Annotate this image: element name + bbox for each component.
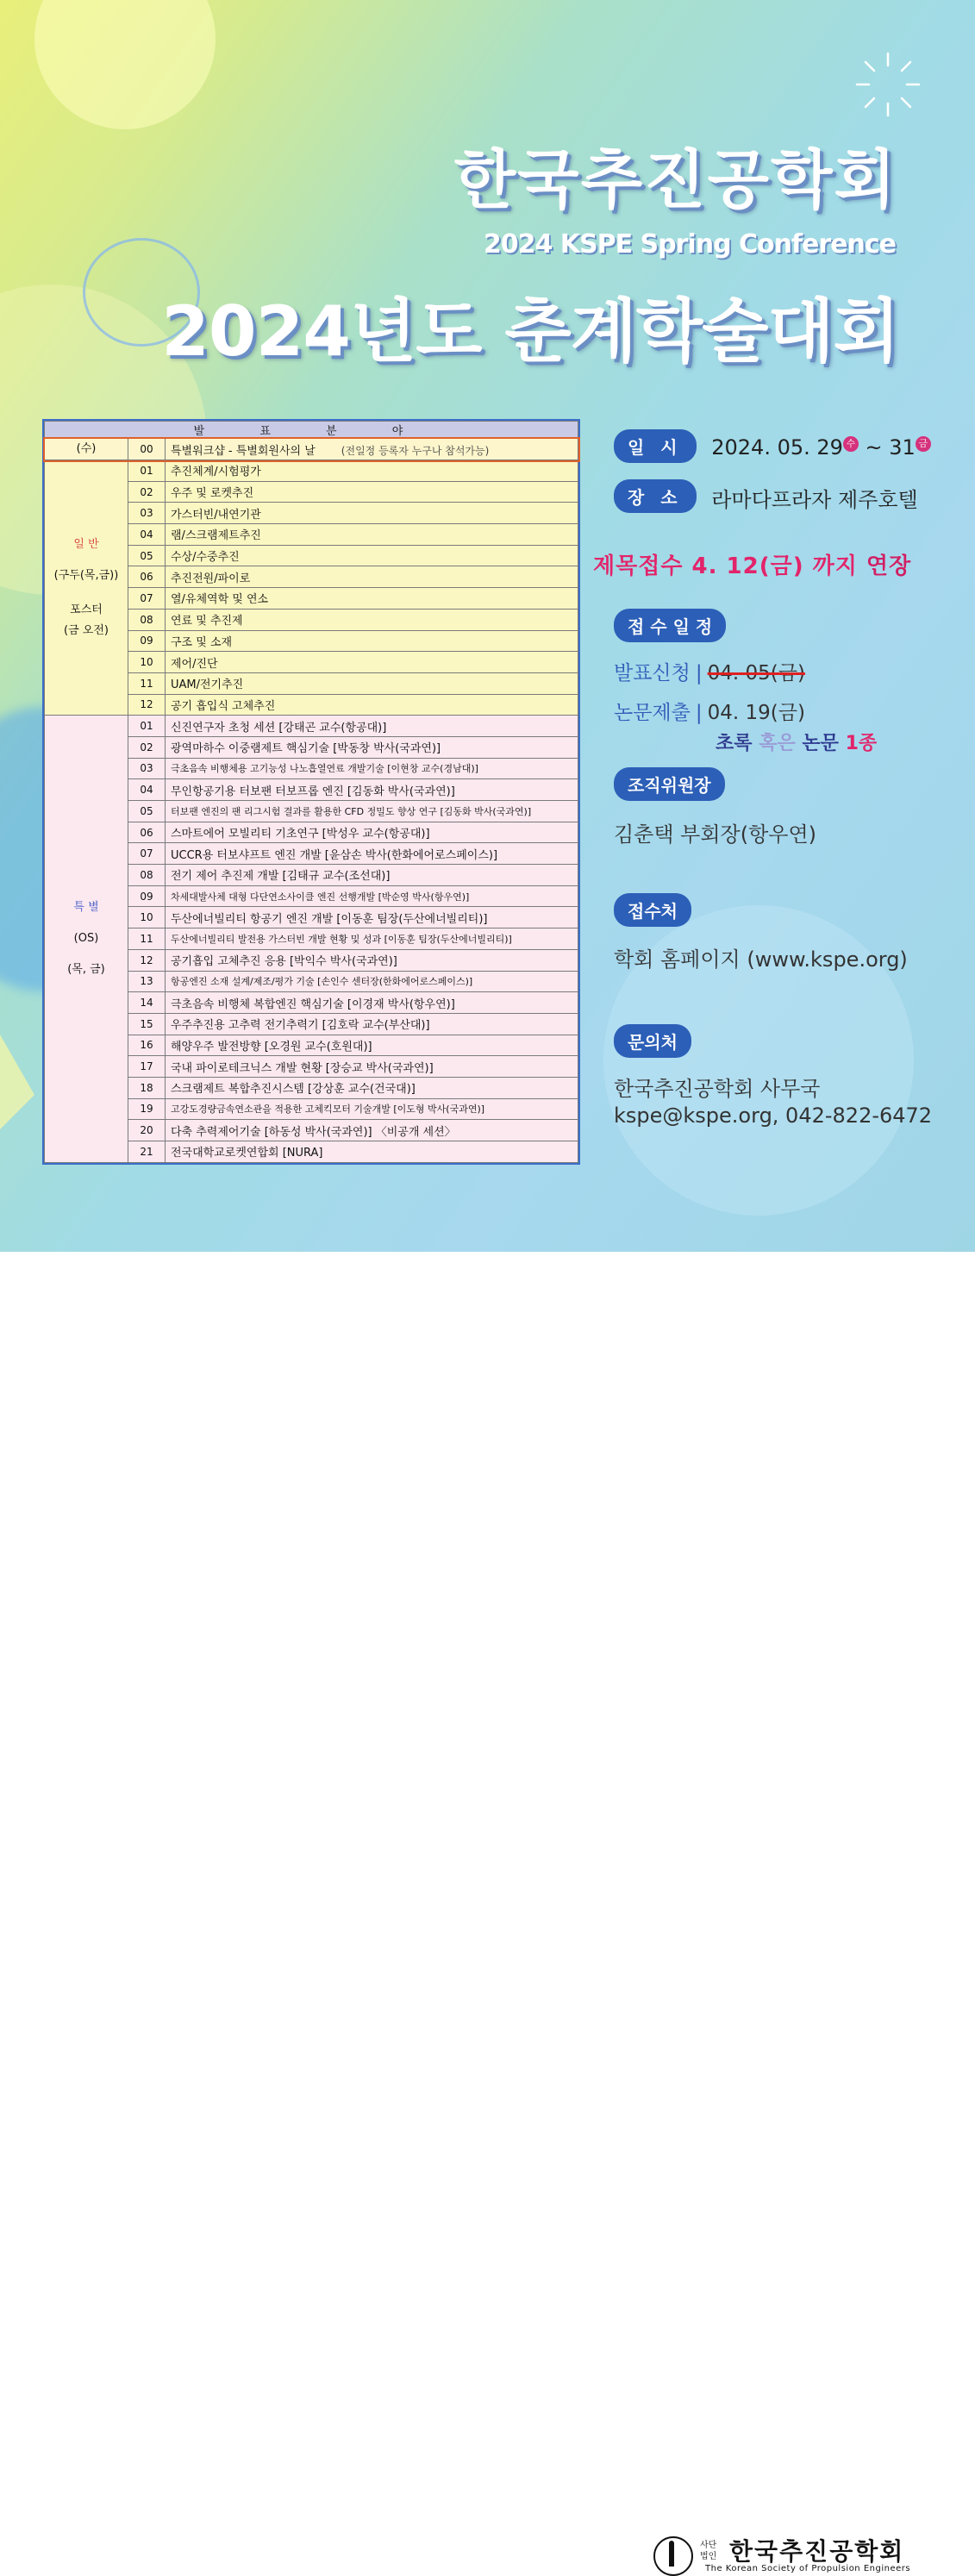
session-number: 03	[128, 503, 166, 524]
session-number: 10	[128, 652, 166, 673]
date-row	[614, 429, 931, 463]
session-title: 제어/진단	[166, 652, 578, 673]
session-number: 08	[128, 609, 166, 630]
schedule-label: 접 수 일 정	[614, 609, 726, 642]
session-number: 08	[128, 865, 166, 886]
session-number: 15	[128, 1013, 166, 1035]
session-number: 04	[128, 524, 166, 546]
weekday-badge: 수	[843, 436, 859, 452]
session-title: 가스터빈/내연기관	[166, 503, 578, 524]
receive-label: 접수처	[614, 893, 691, 927]
session-title: 연료 및 추진제	[166, 609, 578, 630]
session-number: 16	[128, 1035, 166, 1056]
inquiry-heading	[614, 1024, 691, 1058]
extension-text: 제목접수 4. 12(금) 까지	[593, 553, 858, 579]
footer	[0, 1252, 975, 2573]
session-number: 06	[128, 566, 166, 588]
session-title: 수상/수중추진	[166, 545, 578, 566]
logo-legal-type	[700, 2540, 716, 2562]
session-title	[166, 439, 578, 460]
session-title: 전기 제어 추진제 개발 [김태규 교수(조선대)]	[166, 865, 578, 886]
table-row	[45, 460, 578, 482]
session-title-text: 특별워크샵 - 특별회원사의 날	[171, 444, 316, 458]
session-title: 우주 및 로켓추진	[166, 481, 578, 503]
session-title: 국내 파이로테크닉스 개발 현황 [장승교 박사(국과연)]	[166, 1056, 578, 1078]
session-title: 극초음속 비행체용 고기능성 나노흡열연료 개발기술 [이현창 교수(경남대)]	[166, 758, 578, 779]
session-title: 차세대발사체 대형 다단연소사이클 엔진 선행개발 [박순영 박사(항우연)]	[166, 885, 578, 907]
extension-word: 연장	[866, 553, 912, 579]
session-title: 전국대학교로켓연합회 [NURA]	[166, 1141, 578, 1163]
date-text: 2024. 05. 29	[711, 435, 843, 460]
sparkle-icon	[853, 50, 922, 119]
logo-name-en: The Korean Society of Propulsion Engineers	[705, 2564, 911, 2573]
date-end-text: ~ 31	[858, 435, 916, 460]
session-number: 10	[128, 907, 166, 928]
schedule-note-word: 논문	[802, 733, 839, 754]
session-title: UCCR용 터보샤프트 엔진 개발 [윤삼손 박사(한화에어로스페이스)]	[166, 843, 578, 865]
session-number: 01	[128, 716, 166, 737]
session-number: 01	[128, 460, 166, 482]
session-title: 구조 및 소재	[166, 630, 578, 652]
poster-background	[0, 0, 975, 1252]
session-number: 14	[128, 992, 166, 1014]
logo-name: 한국추진공학회	[729, 2537, 905, 2566]
session-number: 20	[128, 1120, 166, 1141]
rocket-icon	[669, 2541, 674, 2567]
category-label: (구두(목,금))	[53, 568, 119, 582]
schedule-note	[716, 728, 877, 755]
conference-title: 2024년도 춘계학술대회	[161, 291, 899, 372]
session-title: 해양우주 발전방향 [오경원 교수(호원대)]	[166, 1035, 578, 1056]
decor-triangle	[0, 1035, 34, 1129]
session-title: 광역마하수 이중램제트 핵심기술 [박동창 박사(국과연)]	[166, 736, 578, 758]
session-note: (전일정 등록자 누구나 참석가능)	[341, 444, 490, 457]
category-label: 포스터	[70, 603, 103, 616]
session-title: 무인항공기용 터보팬 터보프롭 엔진 [김동화 박사(국과연)]	[166, 779, 578, 801]
schedule-item-presentation: 발표신청 | 04. 05(금)	[614, 662, 805, 685]
table-header-row	[45, 422, 578, 439]
category-cell	[45, 716, 128, 1162]
session-title: 신진연구자 초청 세션 [강태곤 교수(항공대)]	[166, 716, 578, 737]
category-cell	[45, 460, 128, 716]
receive-value: 학회 홈페이지 (www.kspe.org)	[614, 947, 908, 972]
session-title: 두산에너빌리티 항공기 엔진 개발 [이동훈 팀장(두산에너빌리티)]	[166, 907, 578, 928]
session-title: 항공엔진 소재 설계/제조/평가 기술 [손인수 센터장(한화에어로스페이스)]	[166, 971, 578, 992]
session-title: 우주추진용 고추력 전기추력기 [김호락 교수(부산대)]	[166, 1013, 578, 1035]
date-label: 일 시	[614, 429, 697, 463]
schedule-heading	[614, 609, 726, 642]
schedule-note-word: 혹은	[759, 733, 796, 754]
inquiry-label: 문의처	[614, 1024, 691, 1058]
session-title: 다축 추력제어기술 [하동성 박사(국과연)] 〈비공개 세션〉	[166, 1120, 578, 1141]
session-number: 11	[128, 672, 166, 694]
table-row-special-00	[45, 439, 578, 460]
receive-heading	[614, 893, 691, 927]
schedule-item-value: 04. 19(금)	[707, 702, 805, 724]
session-title: 터보팬 엔진의 팬 리그시험 결과를 활용한 CFD 정밀도 향상 연구 [김동화 박사(국과연)]	[166, 801, 578, 822]
session-number: 09	[128, 885, 166, 907]
organizer-heading	[614, 767, 725, 801]
session-number: 00	[128, 439, 166, 460]
schedule-note-word: 1종	[845, 733, 878, 754]
session-title: 공기흡입 고체추진 응용 [박익수 박사(국과연)]	[166, 949, 578, 971]
session-number: 04	[128, 779, 166, 801]
schedule-item-label: 발표신청	[614, 662, 691, 685]
organizer-value: 김춘택 부회장(항우연)	[614, 822, 817, 847]
session-number: 21	[128, 1141, 166, 1163]
decor-circle	[34, 0, 216, 129]
date-value	[711, 435, 931, 460]
category-label: (목, 금)	[67, 962, 105, 976]
session-number: 12	[128, 949, 166, 971]
weekday-badge: 금	[916, 436, 931, 452]
category-label: 특 별	[73, 900, 99, 914]
category-label: (OS)	[73, 931, 99, 945]
session-number: 07	[128, 843, 166, 865]
session-number: 05	[128, 545, 166, 566]
conference-title-en: 2024 KSPE Spring Conference	[483, 229, 896, 259]
session-number: 12	[128, 694, 166, 716]
table-row	[45, 716, 578, 737]
logo-small-text: 법인	[700, 2552, 717, 2561]
table-header: 발 표 분 야	[45, 422, 578, 439]
schedule-item-label: 논문제출	[614, 702, 691, 724]
session-number: 03	[128, 758, 166, 779]
session-number: 17	[128, 1056, 166, 1078]
session-title: 램/스크램제트추진	[166, 524, 578, 546]
organizer-label: 조직위원장	[614, 767, 725, 801]
session-number: 11	[128, 928, 166, 950]
category-label: 일 반	[73, 537, 99, 551]
session-title: 고강도경량금속연소관을 적용한 고체킥모터 기술개발 [이도형 박사(국과연)]	[166, 1098, 578, 1120]
session-number: 09	[128, 630, 166, 652]
org-title: 한국추진공학회	[453, 143, 897, 217]
session-number: 07	[128, 588, 166, 610]
session-title: 스마트에어 모빌리티 기초연구 [박성우 교수(항공대)]	[166, 822, 578, 843]
place-value: 라마다프라자 제주호텔	[711, 487, 918, 512]
session-title: 스크램제트 복합추진시스템 [강상훈 교수(건국대)]	[166, 1077, 578, 1098]
session-number: 05	[128, 801, 166, 822]
session-number: 13	[128, 971, 166, 992]
session-title: 추진전원/파이로	[166, 566, 578, 588]
session-number: 02	[128, 481, 166, 503]
session-number: 02	[128, 736, 166, 758]
session-number: 19	[128, 1098, 166, 1120]
session-number: 18	[128, 1077, 166, 1098]
category-label: (금 오전)	[64, 623, 109, 637]
session-number: 06	[128, 822, 166, 843]
session-title: 열/유체역학 및 연소	[166, 588, 578, 610]
session-title: 추진체계/시험평가	[166, 460, 578, 482]
place-row	[614, 479, 918, 513]
place-label: 장 소	[614, 479, 697, 513]
category-cell: (수)	[45, 439, 128, 460]
schedule-item-paper: 논문제출 | 04. 19(금)	[614, 702, 805, 724]
session-title: UAM/전기추진	[166, 672, 578, 694]
logo-small-text: 사단	[700, 2541, 717, 2550]
inquiry-value: 한국추진공학회 사무국	[614, 1077, 821, 1101]
schedule-item-value: 04. 05(금)	[707, 662, 805, 685]
session-table	[42, 419, 580, 1165]
session-title: 공기 흡입식 고체추진	[166, 694, 578, 716]
inquiry-contact: kspe@kspe.org, 042-822-6472	[614, 1104, 933, 1128]
session-title: 극초음속 비행체 복합엔진 핵심기술 [이경재 박사(항우연)]	[166, 992, 578, 1014]
schedule-note-word: 초록	[716, 733, 753, 754]
session-title: 두산에너빌리티 발전용 가스터빈 개발 현황 및 성과 [이동훈 팀장(두산에너빌리티)]	[166, 928, 578, 950]
extension-notice	[593, 548, 911, 580]
